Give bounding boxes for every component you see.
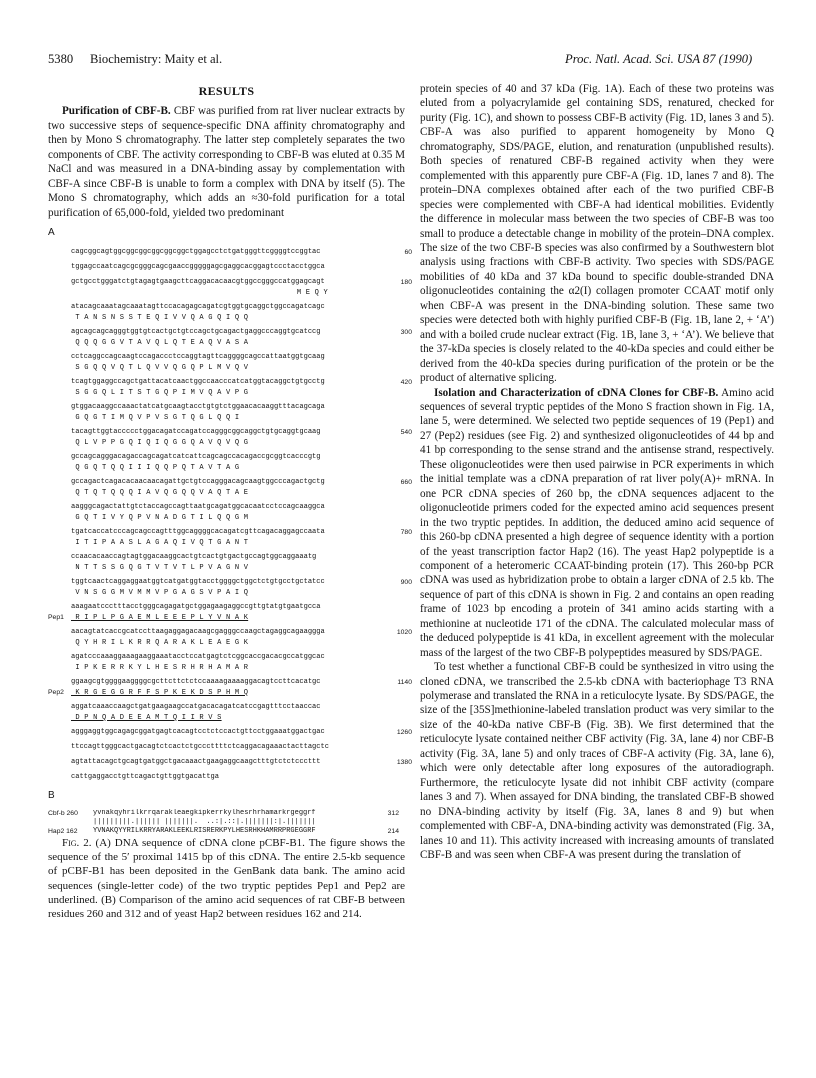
dna-sequence: atacagcaaatagcaaatagttccacagagcagatcgtggtgcaggctggccagatcagc xyxy=(71,302,325,311)
amino-acid-row xyxy=(48,388,405,398)
dna-sequence: agggaggtggcagagcggatgagtcacagtcctctccactgttcctggaaatggactgac xyxy=(71,727,325,736)
dna-row xyxy=(48,502,405,513)
run-in-heading: Isolation and Characterization of cDNA Clones for CBF-B. xyxy=(434,386,719,399)
paragraph-text: Amino acid sequences of several tryptic peptides of the Mono S fraction shown in Fig. 1A, lane 5, were determined. We selected two peptide sequences of 19 (Pep1) and 27 (Pep2) residues (see Fig. 2) and synthesized oligonucleotides of 44 bp and 41 bp corresponding to the sense strand and the antisense strand, respectively. These oligonucleotides were then used pairwise in PCR experiments in which the initial template was a cDNA preparation of rat liver poly(A)+ mRNA. In one PCR cDNA species of 260 bp, the cDNA sequences adjacent to the oligonucleotide primers coded for the expected amino acid sequences present in the two tryptic peptides. In addition, the deduced amino acid sequence of this 260-bp cDNA presented a high degree of sequence identity with a portion of the yeast transcription factor Hap2 (16). The yeast Hap2 polypeptide is a component of a heteromeric CCAAT-binding protein (17). This 260-bp PCR cDNA was used as hybridization probe to obtain a larger cDNA of 2.5 kb. The sequence of part of this cDNA is shown in Fig. 2 and contains an open reading frame of 1023 bp encoding a protein of 341 amino acids starting with a methionine at nucleotide 171 of the cDNA. The calculated molecular mass of the deduced polypeptide is 41 kDa, in excellent agreement with the molecular mass of the largest of the two CBF-B polypeptides measured by SDS/PAGE. xyxy=(420,386,774,659)
dna-sequence: aagggcagactattgtctaccagccagttaatgcagatggcacaatcctccagcaaggca xyxy=(71,502,325,511)
peptide-label: Pep1 xyxy=(48,613,64,621)
dna-row xyxy=(48,742,405,753)
sequence-block xyxy=(48,552,405,573)
paragraph-text: CBF was purified from rat liver nuclear extracts by two successive steps of sequence-specific DNA affinity chromatography and then by Mono S chromatography. The latter step completely separates the two components of CBF. The activity corresponding to CBF-B was eluted at 0.35 M NaCl and was measured in a DNA-binding assay by complementation with CBF-A since CBF-B is unable to form a complex with DNA by itself (5). The Mono S chromatography, which adds an ≈30-fold purification for a total purification of 65,000-fold, yielded two predominant xyxy=(48,105,405,219)
amino-acid-row xyxy=(48,588,405,598)
nucleotide-position: 180 xyxy=(400,278,412,286)
dna-row xyxy=(48,427,412,438)
sequence-block xyxy=(48,702,405,723)
sequence-block xyxy=(48,502,405,523)
sequence-block xyxy=(48,742,405,753)
dna-row xyxy=(48,757,412,768)
sequence-block xyxy=(48,352,405,373)
dna-sequence: gtggacaaggccaaactatcatgcaagtacctgtgtctggaacacaaggtttacagcaga xyxy=(71,402,325,411)
section-title: RESULTS xyxy=(198,84,255,98)
amino-acid-sequence: S G Q Q V Q T L Q V V Q G Q P L M V Q V xyxy=(71,363,249,372)
dna-row xyxy=(48,247,412,258)
sequence-block xyxy=(48,427,412,448)
dna-sequence: cattgaggacctgttcagactgttggtgacattga xyxy=(71,772,220,781)
amino-acid-sequence: N T T S S G Q G T V T V T L P V A G N V xyxy=(71,563,249,572)
sequence-block xyxy=(48,302,405,323)
amino-acid-row xyxy=(48,363,405,373)
dna-row xyxy=(48,452,405,463)
sequence-comparison xyxy=(48,809,405,836)
dna-row xyxy=(48,262,405,273)
dna-row xyxy=(48,772,405,783)
dna-row xyxy=(48,677,412,688)
sequence-block xyxy=(48,602,405,623)
running-head-right: Proc. Natl. Acad. Sci. USA 87 (1990) xyxy=(565,52,753,66)
hap2-row xyxy=(48,827,405,836)
page-number: 5380 xyxy=(48,52,74,66)
amino-acid-row xyxy=(48,513,405,523)
dna-row xyxy=(48,302,405,313)
dna-sequence: ggaagcgtggggaaggggcgcttcttctctccaaaagaaaaggacagtccttcacatgc xyxy=(71,677,321,686)
dna-row xyxy=(48,377,412,388)
nucleotide-position: 900 xyxy=(400,578,412,586)
dna-sequence: agtattacagctgcagtgatggctgacaaactgaagaggcaagctttgtctctcccttt xyxy=(71,757,321,766)
nucleotide-position: 1260 xyxy=(396,728,412,736)
nucleotide-position: 540 xyxy=(400,428,412,436)
sequence-block xyxy=(48,652,405,673)
amino-acid-sequence: S G G Q L I T S T G Q P I M V Q A V P G xyxy=(71,388,249,397)
dna-row xyxy=(48,327,412,338)
dna-sequence: aacagtatcaccgcatccttaagaggagacaagcgagggccaagctagaggcagaaggga xyxy=(71,627,325,636)
caption-head: Fig. 2. xyxy=(62,836,92,849)
sequence-block xyxy=(48,327,412,348)
amino-acid-sequence: V N S G G M V M M V P G A G S V P A I Q xyxy=(71,588,249,597)
amino-acid-sequence: Q G Q T Q Q I I I Q Q P Q T A V T A G xyxy=(71,463,240,472)
hap2-sequence: YVNAKQYYRILKRRYARAKLEEKLRISRERKPYLHESRHKHAMRRPRGEGGRF xyxy=(93,826,316,835)
dna-sequence: tggtcaactcaggaggaatggtcatgatggtacctggggctggctctgtgcctgctatcc xyxy=(71,577,325,586)
amino-acid-sequence: I T I P A A S L A G A Q I V Q T G A N T xyxy=(71,538,249,547)
amino-acid-row xyxy=(48,288,405,298)
sequence-block xyxy=(48,377,412,398)
dna-sequence: aggatcaaaccaagctgatgaagaagccatgacacagatcatccgagtttcctaaccac xyxy=(71,702,321,711)
amino-acid-sequence: I P K E R R K Y L H E S R H R H A M A R xyxy=(71,663,249,672)
dna-sequence: tgatcaccatcccagcagccagtttggcaggggcacagatcgttcagacaggagccaata xyxy=(71,527,325,536)
amino-acid-row xyxy=(48,463,405,473)
running-head-left: Biochemistry: Maity et al. xyxy=(90,52,223,66)
sequence-block xyxy=(48,627,412,648)
dna-row xyxy=(48,552,405,563)
dna-row xyxy=(48,627,412,638)
dna-sequence: ttccagttgggcactgacagtctcactctgcccttttctcaggacagaaactacttagctc xyxy=(71,742,329,751)
dna-row xyxy=(48,577,412,588)
amino-acid-row xyxy=(48,663,405,673)
dna-sequence: tggagccaatcagcgcgggcagcgaaccgggggagcgaggcacggagtccctacctggca xyxy=(71,262,325,271)
dna-sequence: gccagactcagacacaacaacagattgctgtccagggacagcaagtggcccagactgctg xyxy=(71,477,325,486)
amino-acid-row xyxy=(48,438,405,448)
dna-row xyxy=(48,727,412,738)
nucleotide-position: 1140 xyxy=(397,678,412,686)
amino-acid-row xyxy=(48,538,405,548)
panel-label-b: B xyxy=(48,789,55,801)
run-in-heading: Purification of CBF-B. xyxy=(62,105,171,118)
amino-acid-sequence: R I P L P G A E M L E E E P L Y V N A K xyxy=(71,613,249,622)
amino-acid-row xyxy=(48,563,405,573)
dna-sequence: gctgcctgggatctgtagagtgaagcttcaggacacaacgtggccgggccatggagcagt xyxy=(71,277,325,286)
figure-caption xyxy=(48,836,405,921)
dna-sequence: cagcggcagtggcggcggcggcggcggctggagcctctgatgggttcggggtccggtac xyxy=(71,247,321,256)
dna-sequence: ccaacacaaccagtagtggacaaggcactgtcactgtgactgccagtggcaggaaatg xyxy=(71,552,317,561)
nucleotide-position: 780 xyxy=(400,528,412,536)
amino-acid-sequence: M E Q Y xyxy=(71,288,328,297)
amino-acid-row xyxy=(48,638,405,648)
amino-acid-sequence: D P N Q A D E E A M T Q I I R V S xyxy=(71,713,222,722)
sequence-block xyxy=(48,577,412,598)
dna-sequence: tacagttggtaccccctggacagatccagatccagggcggcaggctgtgcaggtgcaag xyxy=(71,427,321,436)
dna-row xyxy=(48,352,405,363)
dna-sequence: tcagtggaggccagctgattacatcaactggccaacccatcatggtacaggctgtgcctg xyxy=(71,377,325,386)
amino-acid-row xyxy=(48,338,405,348)
nucleotide-position: 660 xyxy=(400,478,412,486)
amino-acid-row xyxy=(48,688,405,698)
cbfb-row xyxy=(48,809,405,818)
amino-acid-sequence: Q Q Q G G V T A V Q L Q T E A Q V A S A xyxy=(71,338,249,347)
dna-row xyxy=(48,652,405,663)
dna-sequence: cctcaggccagcaagtccagaccctccaggtagttcaggggcagccattaatggtgcaag xyxy=(71,352,325,361)
sequence-listing xyxy=(48,247,412,783)
amino-acid-row xyxy=(48,313,405,323)
sequence-block xyxy=(48,772,405,783)
sequence-block xyxy=(48,402,405,423)
paragraph-purification xyxy=(48,104,405,220)
amino-acid-row xyxy=(48,488,405,498)
right-column xyxy=(420,82,774,862)
sequence-block xyxy=(48,277,412,298)
dna-sequence: aaagaatccctttacctgggcagagatgctggagaagaggccgttgtatgtgaatgcca xyxy=(71,602,321,611)
amino-acid-row xyxy=(48,413,405,423)
sequence-block xyxy=(48,452,405,473)
hap2-end: 214 xyxy=(387,827,399,835)
peptide-label: Pep2 xyxy=(48,688,64,696)
cbfb-sequence: yvnakqyhrilkrrqarakleaegkipkerrkylhesrhrhamarkrgeggrf xyxy=(93,808,316,817)
paragraph-translation: To test whether a functional CBF-B could be synthesized in vitro using the cloned cDNA, we transcribed the 2.5-kb cDNA with bacteriophage T3 RNA polymerase and translated the RNA in a reticulocyte lysate. By SDS/PAGE, the size of the [35S]methionine-labeled translation product was very similar to the size of the 40-kDa native CBF-B (Fig. 3B). We first determined that the reticulocyte lysate contained neither CBF activity (Fig. 3A, lane 4) nor CBF-B activity (Fig. 3A, lane 5) and only traces of CBF-A activity (Fig. 3A, lane 6), which were only detectable after long exposures of the autoradiograph. Furthermore, the reticulocyte lysate did not inhibit CBF activity (compare lanes 3 and 7). When assayed for DNA binding, the translated CBF-B showed no DNA-binding activity by itself (Fig. 3A, lanes 8 and 9) but when complemented with CBF-A, DNA-binding activity was demonstrated (Fig. 3A, lanes 10 and 11). This activity increased with increasing amounts of translated CBF-B and was seen when CBF-A was present during the translation of xyxy=(420,661,774,862)
nucleotide-position: 1380 xyxy=(396,758,412,766)
cbfb-label: Cbf-b 260 xyxy=(48,809,78,817)
sequence-block xyxy=(48,262,405,273)
amino-acid-sequence: Q L V P P G Q I Q I Q G G Q A V Q V Q G xyxy=(71,438,249,447)
left-column xyxy=(48,82,412,921)
amino-acid-sequence: K R G E G G R F F S P K E K D S P H M Q xyxy=(71,688,249,697)
figure-2 xyxy=(48,226,412,836)
amino-acid-sequence: T A N S N S S T E Q I V V Q A G Q I Q Q xyxy=(71,313,249,322)
dna-row xyxy=(48,402,405,413)
amino-acid-sequence: Q T Q T Q Q Q I A V Q G Q Q V A Q T A E xyxy=(71,488,249,497)
dna-row xyxy=(48,277,412,288)
dna-row xyxy=(48,602,405,613)
dna-row xyxy=(48,702,405,713)
dna-row xyxy=(48,477,412,488)
match-line: |||||||||.|||||| |||||||. ..:|.::|.|||||||:|.||||||| xyxy=(93,817,316,826)
paragraph-continued: protein species of 40 and 37 kDa (Fig. 1A). Each of these two proteins was eluted from a polyacrylamide gel containing SDS, renatured, checked for purity (Fig. 1C), and shown to possess CBF-B activity (Fig. 1D, lanes 3 and 5). CBF-A was also purified to apparent homogeneity by Mono Q chromatography, SDS/PAGE, elution, and renaturation (unpublished results). Both species of renatured CBF-B regained activity when they were complemented with this apparently pure CBF-A (Fig. 1D, lanes 7 and 8). The protein–DNA complexes obtained after each of the two purified CBF-B species were complemented with CBF-A had identical mobilities. Evidently the difference in molecular mass between the two species of CBF-B was too small to produce a detectable change in mobility of the protein–DNA complex. The size of the two CBF-B species was also confirmed by a Southwestern blot analysis using fractions with CBF-B activity. Two species with SDS/PAGE mobilities of 40 kDa and 37 kDa bound to specific double-stranded DNA oligonucleotides containing the α2(I) collagen promoter CCAAT motif only when CBF-A was present in the DNA-binding solution. These same two species were detected both with highly purified CBF-B (Fig. 1B, lane 2, + ‘A’) and with a boiled crude nuclear extract (Fig. 1B, lane 3, + ‘A’). We believe that the 37-kDa species is closely related to the 40-kDa species and could either be derived from the 40-kDa species during purification of the protein or be the product of alternative splicing. xyxy=(420,83,774,385)
caption-text: (A) DNA sequence of cDNA clone pCBF-B1. The figure shows the sequence of the 5′ proximal 1415 bp of this cDNA. The entire 2.5-kb sequence of pCBF-B1 has been deposited in the GenBank data bank. The amino acid sequences (single-letter code) of the two tryptic peptides Pep1 and Pep2 are underlined. (B) Comparison of the amino acid sequences of rat CBF-B between residues 260 and 312 and of yeast Hap2 between residues 162 and 214. xyxy=(48,836,405,920)
dna-sequence: agatcccaaaggaaagaaggaaatacctccatgagtctcggcaccgacacgccatggcac xyxy=(71,652,325,661)
paragraph-isolation xyxy=(420,386,774,661)
sequence-block xyxy=(48,727,412,738)
amino-acid-sequence: Q Y H R I L K R R Q A R A K L E A E G K xyxy=(71,638,249,647)
amino-acid-sequence: G Q G T I M Q V P V S G T Q G L Q Q I xyxy=(71,413,240,422)
amino-acid-row xyxy=(48,713,405,723)
sequence-block xyxy=(48,677,412,698)
sequence-block xyxy=(48,247,412,258)
cbfb-end: 312 xyxy=(387,809,399,817)
dna-row xyxy=(48,527,412,538)
amino-acid-row xyxy=(48,613,405,623)
amino-acid-sequence: G Q T I V Y Q P V N A D G T I L Q Q G M xyxy=(71,513,249,522)
nucleotide-position: 1020 xyxy=(396,628,412,636)
sequence-block xyxy=(48,527,412,548)
nucleotide-position: 300 xyxy=(400,328,412,336)
panel-label-a: A xyxy=(48,227,55,239)
dna-sequence: gccagcagggacagaccagcagatcatcattcagcagccacagaccgcggtcacccgtg xyxy=(71,452,321,461)
hap2-label: Hap2 162 xyxy=(48,827,78,835)
match-row xyxy=(48,818,405,827)
nucleotide-position: 60 xyxy=(404,248,412,256)
nucleotide-position: 420 xyxy=(400,378,412,386)
dna-sequence: agcagcagcagggtggtgtcactgctgtccagctgcagactgaggcccaggtgcatccg xyxy=(71,327,321,336)
sequence-block xyxy=(48,477,412,498)
sequence-block xyxy=(48,757,412,768)
